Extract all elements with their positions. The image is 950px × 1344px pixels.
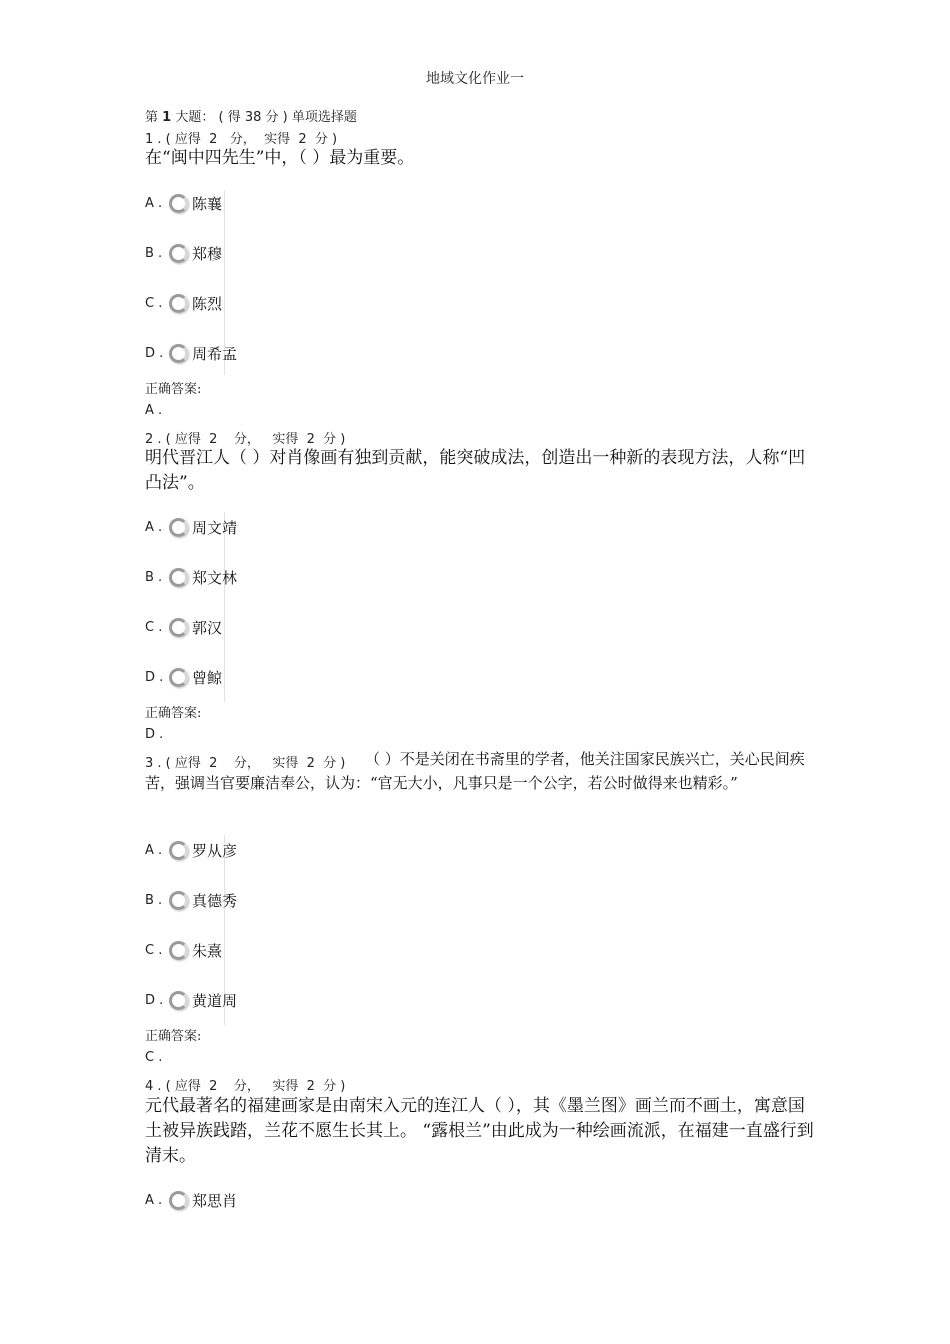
option-letter: D .: [145, 669, 164, 685]
question-stem: 明代晋江人（ ）对肖像画有独到贡献，能突破成法，创造出一种新的表现方法，人称“凹凸法”。: [145, 448, 806, 493]
option-a[interactable]: [145, 188, 222, 218]
option-text: 朱熹: [192, 941, 223, 960]
section-type: 单项选择题: [291, 110, 357, 125]
option-text: 周文靖: [192, 518, 238, 537]
option-letter: A .: [145, 195, 163, 211]
option-text: 曾鲸: [192, 668, 223, 687]
option-letter: C .: [145, 942, 163, 958]
option-letter: A .: [145, 842, 163, 858]
radio-icon[interactable]: [169, 344, 188, 363]
question-meta: 4 . ( 应得 2 分， 实得 2 分 ): [145, 1079, 346, 1094]
section-header: [145, 106, 357, 125]
option-b[interactable]: [145, 562, 237, 592]
section-number: 1: [162, 110, 172, 125]
radio-icon[interactable]: [169, 518, 188, 537]
question-stem: 在“闽中四先生”中，（ ）最为重要。: [145, 148, 415, 168]
option-text: 罗从彦: [192, 841, 238, 860]
option-d[interactable]: [145, 985, 237, 1015]
section-prefix: 第: [145, 110, 159, 125]
option-text: 周希孟: [192, 344, 238, 363]
radio-icon[interactable]: [169, 194, 188, 213]
radio-icon[interactable]: [169, 991, 188, 1010]
answer-value: D .: [145, 727, 164, 742]
option-a[interactable]: [145, 1185, 237, 1215]
question-stem: 元代最著名的福建画家是由南宋入元的连江人（ ），其《墨兰图》画兰而不画土，寓意国土被异族践踏，兰花不愿生长其上。 “露根兰”由此成为一种绘画流派，在福建一直盛行到清末。: [145, 1096, 814, 1166]
radio-icon[interactable]: [169, 668, 188, 687]
answer-label: 正确答案:: [145, 382, 202, 397]
option-letter: D .: [145, 992, 164, 1008]
option-text: 郭汉: [192, 618, 223, 637]
option-text: 真德秀: [192, 891, 238, 910]
question-stem: （ ）不是关闭在书斋里的学者，他关注国家民族兴亡，关心民间疾苦，强调当官要廉洁奉公，认为：“官无大小，凡事只是一个公字，若公时做得来也精彩。”: [145, 750, 805, 792]
radio-icon[interactable]: [169, 891, 188, 910]
answer-value: A .: [145, 403, 163, 418]
page-title: 地域文化作业一: [426, 71, 524, 87]
option-letter: C .: [145, 295, 163, 311]
option-a[interactable]: [145, 835, 237, 865]
option-b[interactable]: [145, 238, 222, 268]
question-meta: 1 . ( 应得 2 分， 实得 2 分 ): [145, 132, 338, 147]
option-c[interactable]: [145, 935, 222, 965]
radio-icon[interactable]: [169, 618, 188, 637]
option-letter: B .: [145, 245, 163, 261]
option-b[interactable]: [145, 885, 237, 915]
option-letter: B .: [145, 892, 163, 908]
option-letter: A .: [145, 519, 163, 535]
option-c[interactable]: [145, 288, 222, 318]
option-text: 黄道周: [192, 991, 238, 1010]
option-letter: A .: [145, 1192, 163, 1208]
answer-value: C .: [145, 1050, 163, 1065]
option-text: 陈襄: [192, 194, 223, 213]
section-suffix: 大题：: [175, 110, 215, 125]
answer-label: 正确答案:: [145, 1029, 202, 1044]
option-c[interactable]: [145, 612, 222, 642]
radio-icon[interactable]: [169, 294, 188, 313]
option-letter: C .: [145, 619, 163, 635]
answer-label: 正确答案:: [145, 706, 202, 721]
question-meta: 2 . ( 应得 2 分， 实得 2 分 ): [145, 432, 346, 447]
radio-icon[interactable]: [169, 568, 188, 587]
radio-icon[interactable]: [169, 1191, 188, 1210]
option-text: 陈烈: [192, 294, 223, 313]
option-a[interactable]: [145, 512, 237, 542]
option-d[interactable]: [145, 338, 237, 368]
option-text: 郑文林: [192, 568, 238, 587]
radio-icon[interactable]: [169, 244, 188, 263]
question-meta: 3 . ( 应得 2 分， 实得 2 分 ): [145, 756, 346, 771]
radio-icon[interactable]: [169, 841, 188, 860]
option-text: 郑思肖: [192, 1191, 238, 1210]
option-text: 郑穆: [192, 244, 223, 263]
section-score: ( 得 38 分 ): [218, 110, 288, 125]
option-d[interactable]: [145, 662, 222, 692]
option-letter: D .: [145, 345, 164, 361]
radio-icon[interactable]: [169, 941, 188, 960]
option-letter: B .: [145, 569, 163, 585]
